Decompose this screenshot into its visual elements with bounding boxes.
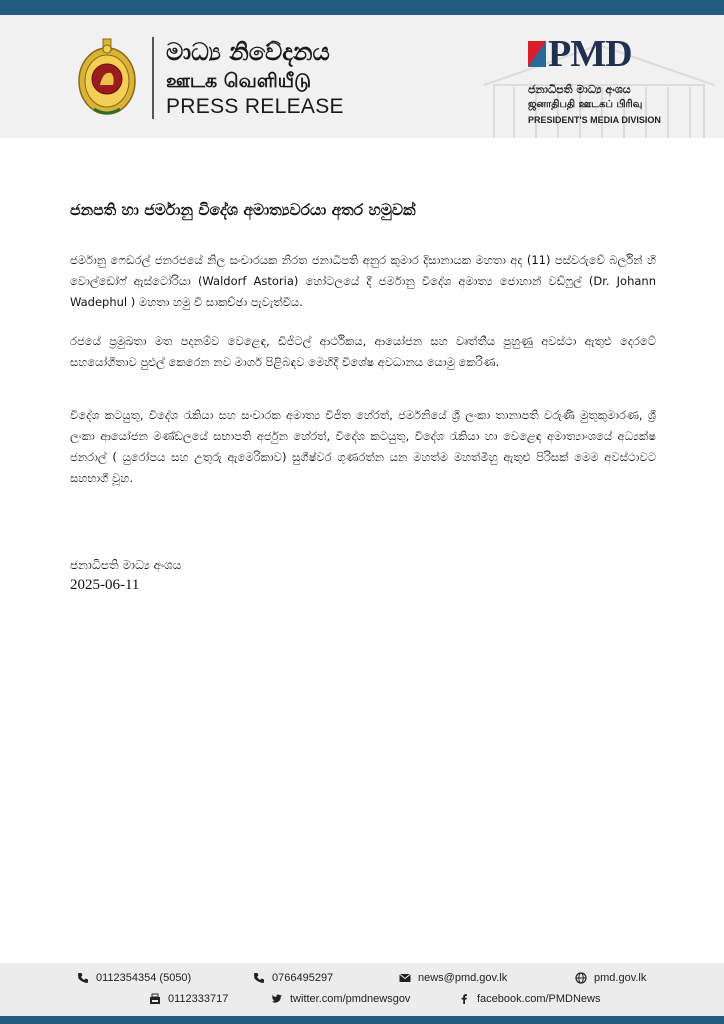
pmd-logo-text: PMD	[548, 33, 632, 75]
footer-phone-1	[76, 971, 191, 985]
twitter-icon	[270, 992, 284, 1006]
pmd-logo	[528, 33, 661, 137]
footer-facebook[interactable]	[457, 992, 601, 1006]
body-paragraph-2: රජයේ ප්‍රමුඛතා මත පදනම්ව වෙළෙඳ, ඩිජිටල් ආර්ථිකය, ආයෝජන සහ වෘත්තීය පුහුණු අවස්ථා ඇතුළු දෙරටේ සහයෝගීතාව පුළුල් කෙරෙන නව මාර්ග පිළිබඳව මෙහිදී විශේෂ අවධානය යොමු කෙරිණ.	[70, 334, 656, 369]
header-divider	[152, 37, 154, 119]
release-date: 2025-06-11	[70, 577, 140, 593]
body-paragraph-1: ජර්මානු ෆෙඩරල් ජනරජයේ නිල සංචාරයක නිරත ජනාධිපති අනුර කුමාර දිසානායක මහතා අද (11) පස්වරුවේ බර්ලින් හි වොල්ඩෝෆ් ඇස්ටෝරියා (Waldorf Astoria) හෝටලයේ දී ජර්මානු විදේශ අමාත්‍ය ජොහාන් වඩ්ෆුල් (Dr. Johann Wadephul ) මහතා හමු වී සාකච්ඡා පැවැත්වීය.	[70, 253, 656, 309]
header-title-english: PRESS RELEASE	[166, 95, 344, 118]
body-paragraph-3: විදේශ කටයුතු, විදේශ රැකියා සහ සංචාරක අමාත්‍ය විජිත හේරත්, ජර්මනියේ ශ්‍රී ලංකා තානාපති වරුණි මුතුකුමාරණ, ශ්‍රී ලංකා ආයෝජන මණ්ඩලයේ සභාපති අර්ජුන හේරත්, විදේශ කටයුතු, විදේශ රැකියා හා වෙළෙඳ අමාත්‍යාංශයේ අධ්‍යක්ෂ ජනරාල් ( යුරෝපය සහ උතුරු ඇමෙරිකාව) සුගීෂ්වර ගුණරත්න යන මහත්ම මහත්මීහු ඇතුළු පිරිසක් මෙම අවස්ථාවට සහභාගී වූහ.	[70, 408, 656, 485]
footer-phone-2	[252, 971, 333, 985]
header-title-sinhala: මාධ්‍ය නිවේදනය	[166, 38, 330, 66]
footer-website[interactable]	[574, 971, 646, 985]
pmd-logo-mark-red	[528, 41, 546, 67]
fax-text: 0112333717	[168, 993, 229, 1005]
footer-contacts	[0, 963, 724, 1016]
header-title-tamil: ஊடக வெளியீடு	[166, 70, 312, 92]
phone-1-text: 0112354354 (5050)	[96, 972, 192, 984]
phone-icon	[252, 971, 266, 985]
fax-icon	[148, 992, 162, 1006]
globe-icon	[574, 971, 588, 985]
pmd-name-english: PRESIDENT'S MEDIA DIVISION	[528, 115, 661, 125]
facebook-icon	[457, 992, 471, 1006]
website-text[interactable]: pmd.gov.lk	[594, 972, 647, 984]
email-text[interactable]: news@pmd.gov.lk	[418, 972, 508, 984]
bottom-stripe	[0, 1016, 724, 1024]
phone-icon	[76, 971, 90, 985]
twitter-text[interactable]: twitter.com/pmdnewsgov	[290, 993, 411, 1005]
envelope-icon	[398, 971, 412, 985]
footer-twitter[interactable]	[270, 992, 410, 1006]
phone-2-text: 0766495297	[272, 972, 334, 984]
footer-fax	[148, 992, 228, 1006]
facebook-text[interactable]: facebook.com/PMDNews	[477, 993, 601, 1005]
top-stripe	[0, 0, 724, 15]
press-release-headline: ජනපති හා ජර්මානු විදේශ අමාත්‍යවරයා අතර හමුවක්	[70, 201, 416, 219]
pmd-name-sinhala: ජනාධිපති මාධ්‍ය අංශය	[528, 83, 631, 96]
pmd-name-tamil: ஜனாதிபதி ஊடகப் பிரிவு	[528, 99, 643, 110]
footer-email[interactable]	[398, 971, 507, 985]
letterhead	[0, 15, 724, 138]
signature-name: ජනාධිපති මාධ්‍ය අංශය	[70, 558, 182, 572]
sri-lanka-emblem-icon	[76, 37, 138, 119]
